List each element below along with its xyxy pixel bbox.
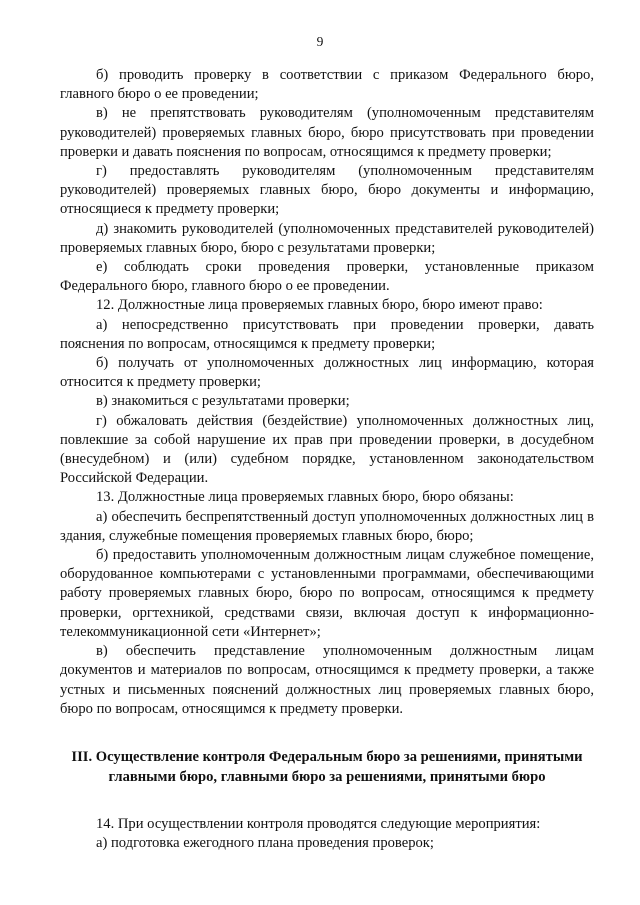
document-body	[60, 66, 594, 853]
paragraph-11b: б) проводить проверку в соответствии с приказом Федерального бюро, главного бюро о ее проведении;	[60, 67, 594, 103]
section-heading: III. Осуществление контроля Федеральным бюро за решениями, принятыми главными бюро, главными бюро за решениями, принятыми бюро	[71, 748, 583, 785]
paragraph-11e: е) соблюдать сроки проведения проверки, установленные приказом Федерального бюро, главного бюро о ее проведении.	[60, 259, 594, 295]
paragraph-11d: д) знакомить руководителей (уполномоченных представителей руководителей) проверяемых главных бюро, бюро с результатами проверки;	[60, 220, 594, 256]
paragraph-12b: б) получать от уполномоченных должностных лиц информацию, которая относится к предмету проверки;	[60, 355, 594, 391]
paragraph-12: 12. Должностные лица проверяемых главных бюро, бюро имеют право:	[96, 297, 543, 314]
paragraph-11v: в) не препятствовать руководителям (уполномоченным представителям руководителей) проверяемых главных бюро, бюро присутствовать при проведении проверки и давать пояснения по вопросам, относящимся к предмету проверки;	[60, 105, 594, 160]
paragraph-12a: а) непосредственно присутствовать при проведении проверки, давать пояснения по вопросам, относящимся к предмету проверки;	[60, 316, 594, 352]
paragraph-13a: а) обеспечить беспрепятственный доступ уполномоченных должностных лиц в здания, служебные помещения проверяемых главных бюро, бюро;	[60, 508, 594, 544]
paragraph-12g: г) обжаловать действия (бездействие) уполномоченных должностных лиц, повлекшие за собой нарушение их прав при проведении проверки, в досудебном (внесудебном) и (или) судебном порядке, установленном законодательством Российской Федерации.	[60, 412, 594, 487]
paragraph-12v: в) знакомиться с результатами проверки;	[96, 393, 350, 410]
paragraph-13: 13. Должностные лица проверяемых главных бюро, бюро обязаны:	[96, 489, 514, 506]
page-number: 9	[316, 34, 324, 49]
paragraph-11g: г) предоставлять руководителям (уполномоченным представителям руководителей) проверяемых главных бюро, бюро документы и информацию, относящиеся к предмету проверки;	[60, 163, 594, 218]
paragraph-14: 14. При осуществлении контроля проводятся следующие мероприятия:	[96, 815, 541, 832]
paragraph-13b: б) предоставить уполномоченным должностным лицам служебное помещение, оборудованное компьютерами с установленными программами, обеспечивающими работу проверяемых главных бюро, бюро по вопросам, относящимся к предмету проверки, оргтехникой, средствами связи, включая доступ к информационно-телекоммуникационной сети «Интернет»;	[60, 547, 594, 640]
paragraph-13v: в) обеспечить представление уполномоченным должностным лицам документов и материалов по вопросам, относящимся к предмету проверки, а также устных и письменных пояснений должностных лиц проверяемых главных бюро, бюро по вопросам, относящимся к предмету проверки.	[60, 643, 594, 717]
paragraph-14a: а) подготовка ежегодного плана проведения проверок;	[96, 835, 434, 852]
